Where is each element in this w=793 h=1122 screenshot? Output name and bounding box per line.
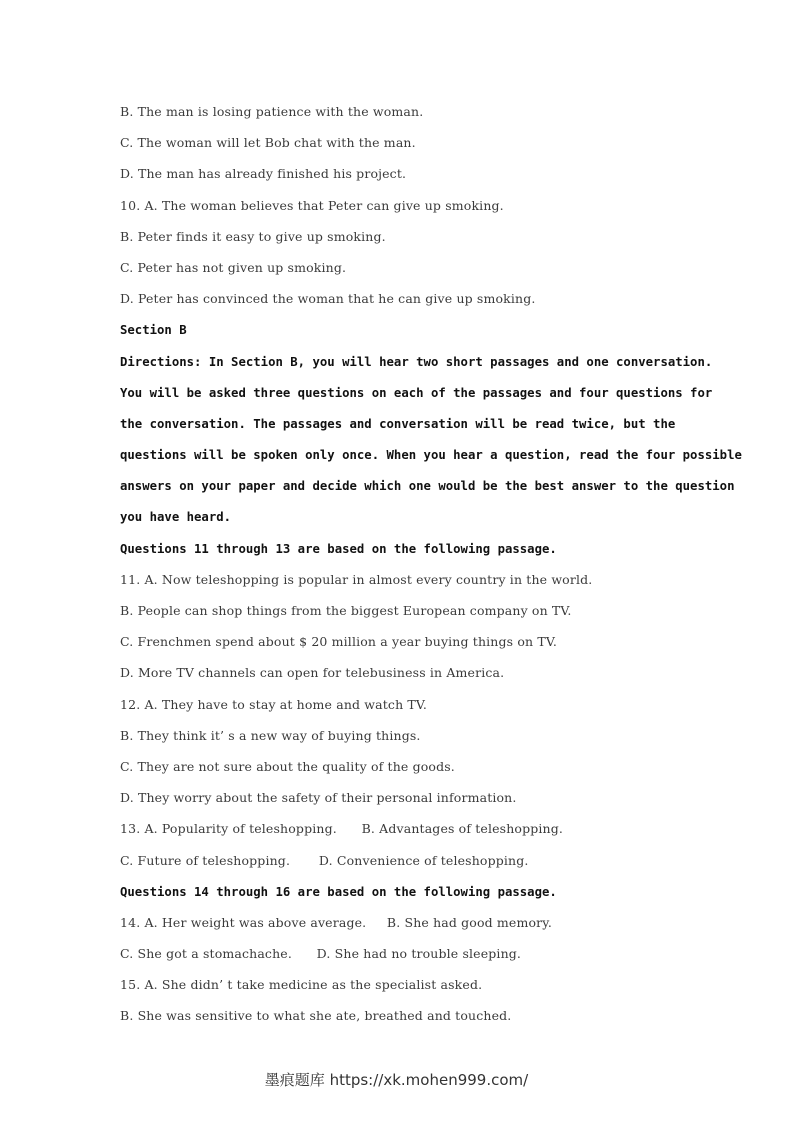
text-line: B. The man is losing patience with the woman. — [120, 104, 424, 119]
heading-line: answers on your paper and decide which one would be the best answer to the question — [120, 479, 735, 494]
heading-line: you have heard. — [120, 510, 232, 525]
text-line: C. Peter has not given up smoking. — [120, 259, 347, 275]
text-line: C. They are not sure about the quality of the goods. — [120, 758, 455, 774]
document-body — [120, 102, 742, 1038]
text-line: B. She was sensitive to what she ate, breathed and touched. — [120, 1008, 512, 1024]
text-line: D. The man has already finished his project. — [120, 166, 407, 182]
footer-watermark: 墨痕题库 https://xk.mohen999.com/ — [264, 1071, 529, 1089]
heading-line: the conversation. The passages and conversation will be read twice, but the — [120, 416, 676, 431]
heading-line: Questions 11 through 13 are based on the following passage. — [120, 541, 557, 556]
text-line: C. Frenchmen spend about $ 20 million a year buying things on TV. — [120, 634, 557, 650]
heading-line: Directions: In Section B, you will hear two short passages and one conversation. — [120, 354, 713, 369]
text-line: 12. A. They have to stay at home and watch TV. — [120, 696, 428, 712]
text-line: 11. A. Now teleshopping is popular in almost every country in the world. — [120, 571, 593, 587]
text-line: D. Peter has convinced the woman that he can give up smoking. — [120, 291, 536, 307]
text-line: B. Peter finds it easy to give up smoking. — [120, 228, 386, 244]
text-line: C. Future of teleshopping. D. Convenience of teleshopping. — [120, 852, 529, 868]
text-line: 10. A. The woman believes that Peter can give up smoking. — [120, 197, 504, 213]
heading-line: Questions 14 through 16 are based on the following passage. — [120, 884, 557, 899]
text-line: 14. A. Her weight was above average. B. She had good memory. — [120, 914, 552, 930]
text-line: C. The woman will let Bob chat with the man. — [120, 135, 416, 151]
text-line: D. They worry about the safety of their personal information. — [120, 790, 517, 806]
text-line: C. She got a stomachache. D. She had no trouble sleeping. — [120, 946, 522, 962]
text-line: B. People can shop things from the biggest European company on TV. — [120, 603, 572, 618]
text-line: 13. A. Popularity of teleshopping. B. Advantages of teleshopping. — [120, 821, 564, 837]
text-line: 15. A. She didn’ t take medicine as the specialist asked. — [120, 977, 483, 993]
text-line: B. They think it’ s a new way of buying things. — [120, 727, 421, 743]
heading-line: Section B — [120, 323, 187, 338]
heading-line: You will be asked three questions on each of the passages and four questions for — [120, 385, 713, 400]
heading-line: questions will be spoken only once. When you hear a question, read the four possible — [120, 448, 742, 463]
text-line: D. More TV channels can open for telebusiness in America. — [120, 665, 505, 681]
